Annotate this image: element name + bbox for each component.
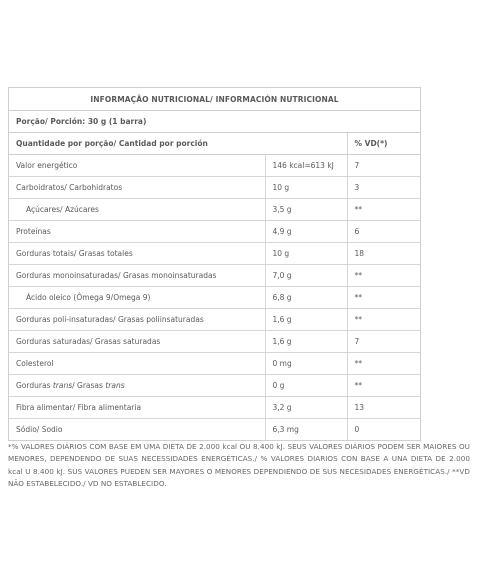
nutrient-amount: 3,2 g	[265, 397, 347, 419]
table-row	[9, 199, 420, 221]
nutrient-name	[9, 375, 265, 397]
nutrient-name: Gorduras poli-insaturadas/ Grasas poliinsaturadas	[9, 309, 265, 331]
nutrient-amount: 146 kcal=613 kJ	[265, 155, 347, 177]
table-row	[9, 375, 420, 397]
nutrient-name: Carboidratos/ Carbohidratos	[9, 177, 265, 199]
name-trans-italic: trans	[52, 381, 73, 390]
nutrient-amount: 6,3 mg	[265, 419, 347, 441]
nutrient-name: Gorduras saturadas/ Grasas saturadas	[9, 331, 265, 353]
nutrient-amount: 1,6 g	[265, 331, 347, 353]
table-row	[9, 419, 420, 441]
name-trans-italic-es: trans	[105, 381, 125, 390]
nutrient-amount: 3,5 g	[265, 199, 347, 221]
nutrient-vd: **	[347, 287, 420, 309]
nutrient-name: Valor energético	[9, 155, 265, 177]
nutrient-amount: 4,9 g	[265, 221, 347, 243]
nutrient-vd: 0	[347, 419, 420, 441]
nutrient-vd: 7	[347, 155, 420, 177]
nutrient-table	[9, 133, 420, 440]
quantity-header: Quantidade por porção/ Cantidad por porción	[9, 133, 347, 155]
nutrient-amount: 1,6 g	[265, 309, 347, 331]
nutrient-vd: 18	[347, 243, 420, 265]
nutrient-amount: 10 g	[265, 177, 347, 199]
table-row	[9, 177, 420, 199]
table-row	[9, 287, 420, 309]
table-header-row	[9, 133, 420, 155]
nutrient-vd: **	[347, 199, 420, 221]
table-row	[9, 155, 420, 177]
nutrient-amount: 10 g	[265, 243, 347, 265]
table-row	[9, 265, 420, 287]
table-row	[9, 243, 420, 265]
nutrient-name: Colesterol	[9, 353, 265, 375]
nutrient-vd: 7	[347, 331, 420, 353]
vd-header: % VD(*)	[347, 133, 420, 155]
nutrient-name: Sódio/ Sodio	[9, 419, 265, 441]
table-row	[9, 309, 420, 331]
table-title: INFORMAÇÃO NUTRICIONAL/ INFORMACIÓN NUTRICIONAL	[9, 88, 420, 111]
nutrient-amount: 6,8 g	[265, 287, 347, 309]
nutrient-vd: **	[347, 309, 420, 331]
nutrient-vd: 3	[347, 177, 420, 199]
nutrient-name: Proteínas	[9, 221, 265, 243]
nutrient-vd: **	[347, 265, 420, 287]
nutrient-vd: **	[347, 375, 420, 397]
nutrient-amount: 7,0 g	[265, 265, 347, 287]
portion-size: Porção/ Porción: 30 g (1 barra)	[9, 111, 420, 133]
nutrient-amount: 0 g	[265, 375, 347, 397]
table-row	[9, 221, 420, 243]
nutrition-facts-table	[8, 87, 421, 441]
footnote: *% VALORES DIÁRIOS COM BASE EM UMA DIETA DE 2.000 kcal OU 8.400 kJ. SEUS VALORES DIÁRIOS PODEM SER MAIORES OU MENORES, DEPENDENDO DE SUAS NECESSIDADES ENERGÉTICAS./ % VALORES DIARIOS CON BASE A UNA DIETA DE 2.000 kcal U 8.400 kJ. SUS VALORES PUEDEN SER MAYORES O MENORES DEPENDIENDO DE SUS NECESIDADES ENERGÉTICAS./ **VD NÃO ESTABELECIDO./ VD NO ESTABLECIDO.	[8, 442, 470, 489]
table-row	[9, 397, 420, 419]
nutrient-vd: 6	[347, 221, 420, 243]
name-prefix: Gorduras	[16, 381, 53, 390]
nutrient-name: Fibra alimentar/ Fibra alimentaria	[9, 397, 265, 419]
nutrient-name: Açúcares/ Azúcares	[9, 199, 265, 221]
table-row	[9, 353, 420, 375]
name-mid: / Grasas	[72, 381, 106, 390]
nutrient-name: Gorduras totais/ Grasas totales	[9, 243, 265, 265]
table-row	[9, 331, 420, 353]
nutrient-vd: **	[347, 353, 420, 375]
nutrient-amount: 0 mg	[265, 353, 347, 375]
nutrient-name: Gorduras monoinsaturadas/ Grasas monoinsaturadas	[9, 265, 265, 287]
nutrient-name: Ácido oleico (Ômega 9/Omega 9)	[9, 287, 265, 309]
nutrient-vd: 13	[347, 397, 420, 419]
